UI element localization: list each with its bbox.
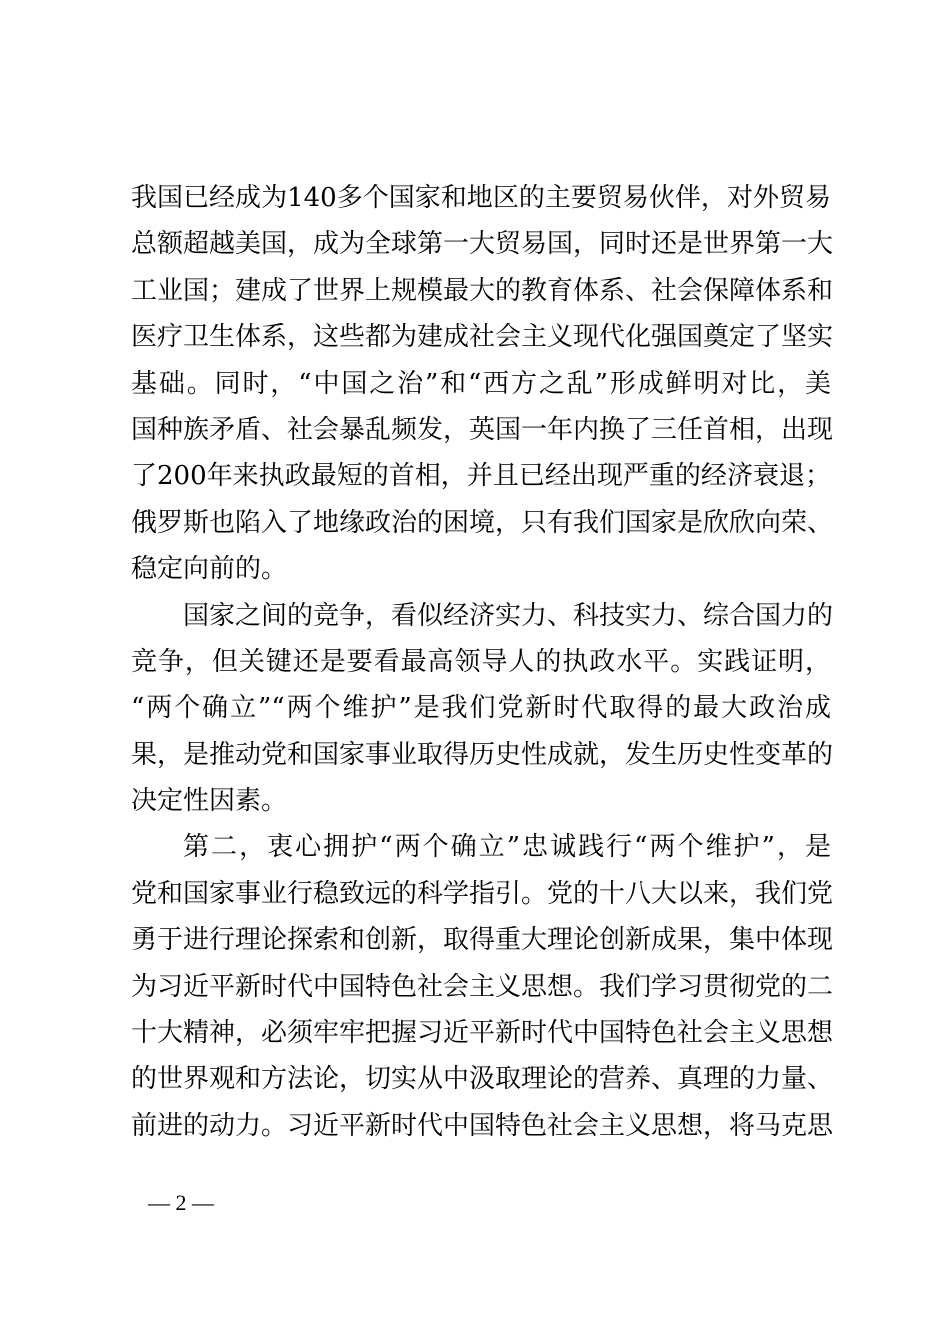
text-line: 果，是推动党和国家事业取得历史性成就，发生历史性变革的 [131,739,834,770]
text-line: 国种族矛盾、社会暴乱频发，英国一年内换了三任首相，出现 [131,414,834,445]
text-line: 第二，衷心拥护“两个确立”忠诚践行“两个维护”，是 [183,832,831,863]
text-line: 俄罗斯也陷入了地缘政治的困境，只有我们国家是欣欣向荣、 [131,507,834,538]
text-line: 十大精神，必须牢牢把握习近平新时代中国特色社会主义思想 [131,1018,834,1049]
text-line: 前进的动力。习近平新时代中国特色社会主义思想，将马克思 [131,1110,834,1141]
text-line: 国家之间的竞争，看似经济实力、科技实力、综合国力的 [183,600,834,631]
paragraph [131,593,834,825]
text-line: 稳定向前的。 [131,554,288,585]
text-line: 总额超越美国，成为全球第一大贸易国，同时还是世界第一大 [131,229,834,260]
paragraph [131,824,834,1149]
text-line: 基础。同时，“中国之治”和“西方之乱”形成鲜明对比，美 [131,368,831,399]
text-line: 了200年来执政最短的首相，并且已经出现严重的经济衰退； [131,461,831,492]
text-line: 医疗卫生体系，这些都为建成社会主义现代化强国奠定了坚实 [131,322,834,353]
text-line: 工业国；建成了世界上规模最大的教育体系、社会保障体系和 [131,275,834,306]
text-line: 勇于进行理论探索和创新，取得重大理论创新成果，集中体现 [131,925,834,956]
page-number: — 2 — [148,1190,214,1215]
text-line: “两个确立”“两个维护”是我们党新时代取得的最大政治成 [131,693,831,724]
text-line: 竞争，但关键还是要看最高领导人的执政水平。实践证明， [131,646,831,677]
paragraph [131,175,834,593]
document-body [131,175,834,1149]
text-line: 的世界观和方法论，切实从中汲取理论的营养、真理的力量、 [131,1064,834,1095]
text-line: 党和国家事业行稳致远的科学指引。党的十八大以来，我们党 [131,878,834,909]
text-line: 为习近平新时代中国特色社会主义思想。我们学习贯彻党的二 [131,971,834,1002]
text-line: 决定性因素。 [131,786,288,817]
text-line: 我国已经成为140多个国家和地区的主要贸易伙伴，对外贸易 [131,183,831,213]
